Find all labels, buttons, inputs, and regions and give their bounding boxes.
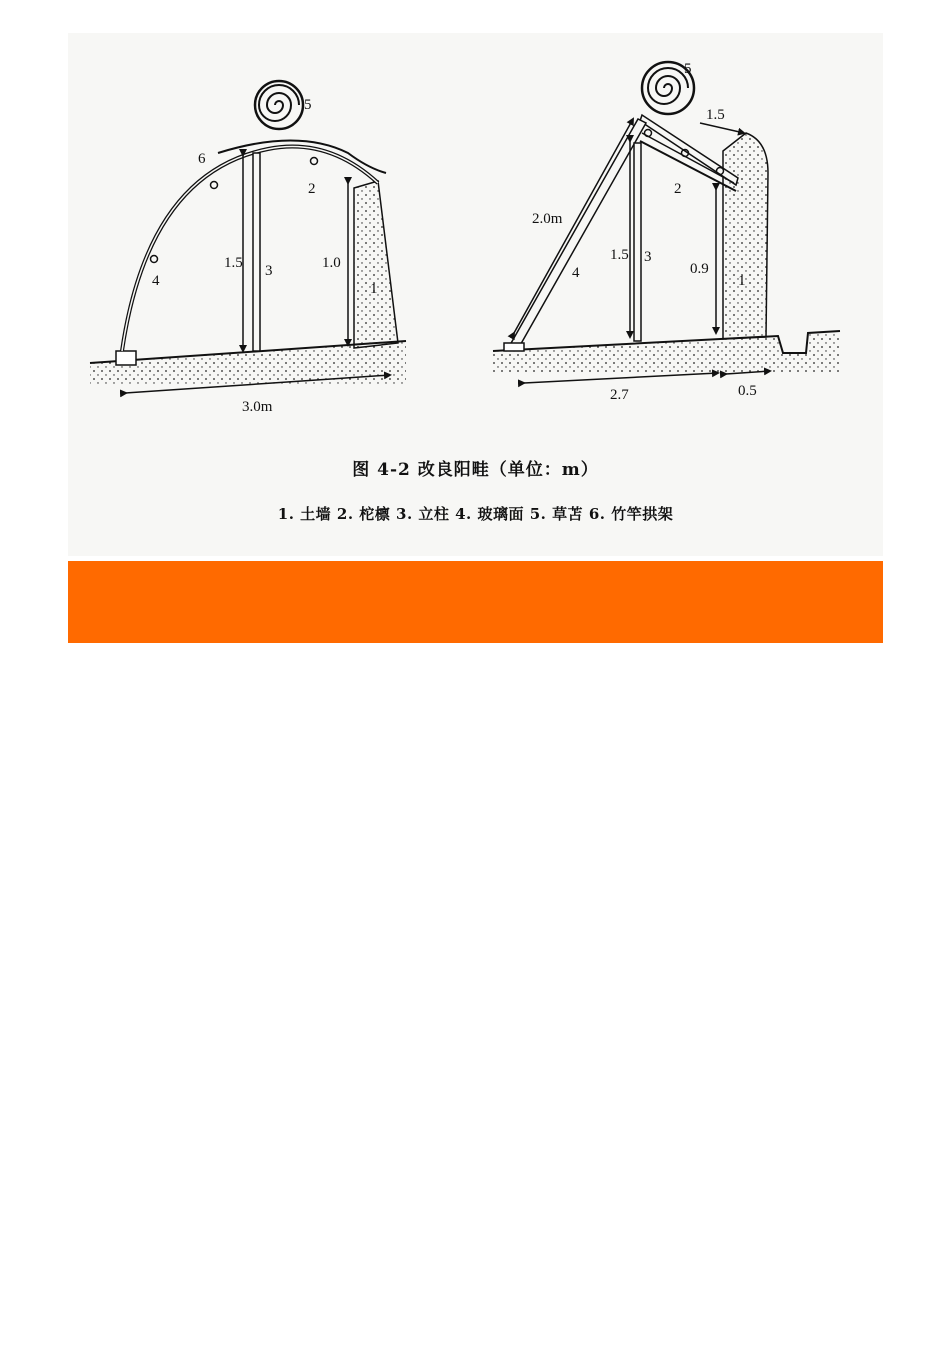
left-label-purlin: 2 (308, 181, 316, 197)
left-straw-mat-roll (255, 81, 303, 129)
left-arch-base (116, 351, 136, 365)
left-label-wall: 1 (370, 281, 378, 297)
left-label-width: 3.0m (242, 399, 273, 415)
left-bamboo-arch (122, 147, 378, 351)
orange-banner (68, 561, 883, 643)
right-label-wall-width: 0.5 (738, 383, 757, 399)
right-label-wall: 1 (738, 273, 746, 289)
right-label-slope-width: 1.5 (706, 107, 725, 123)
right-label-purlin: 2 (674, 181, 682, 197)
left-earth-wall (354, 181, 398, 348)
figure-legend: 1. 土墙 2. 柁檩 3. 立柱 4. 玻璃面 5. 草苫 6. 竹竿拱架 (277, 505, 674, 523)
right-diagram (493, 61, 840, 403)
right-label-post: 3 (644, 249, 652, 265)
left-label-post: 3 (265, 263, 273, 279)
figure-title: 图 4-2 改良阳畦（单位：m） (352, 460, 599, 480)
right-earth-wall (723, 133, 768, 339)
right-label-glass: 4 (572, 265, 580, 281)
figure-panel (68, 33, 883, 556)
right-label-slope-length: 2.0m (532, 211, 563, 227)
left-label-height-wall: 1.0 (322, 255, 341, 271)
left-label-straw-mat: 5 (304, 97, 312, 113)
right-center-post (634, 143, 641, 341)
right-label-straw-mat: 5 (684, 61, 692, 77)
left-label-glass: 4 (152, 273, 160, 289)
right-label-inner-width: 2.7 (610, 387, 629, 403)
left-diagram (90, 81, 406, 415)
left-center-post (253, 153, 260, 351)
left-label-bamboo-arch: 6 (198, 151, 206, 167)
right-label-height-post: 1.5 (610, 247, 629, 263)
right-label-height-wall: 0.9 (690, 261, 709, 277)
right-glass-slope (510, 119, 646, 349)
left-label-height-post: 1.5 (224, 255, 243, 271)
